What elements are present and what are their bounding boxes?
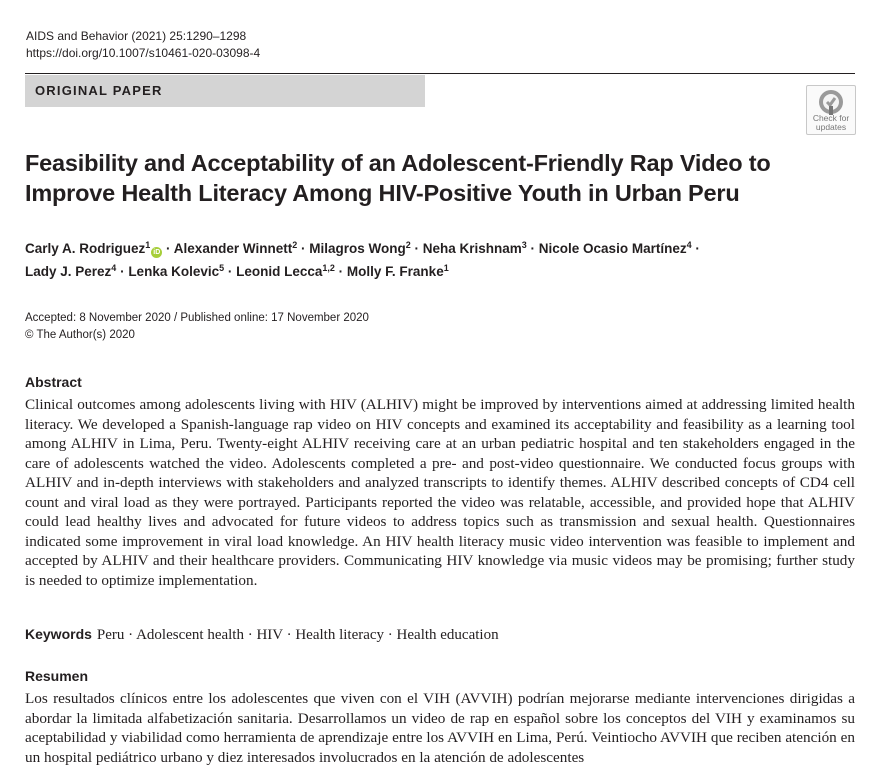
journal-citation: AIDS and Behavior (2021) 25:1290–1298 bbox=[26, 29, 247, 43]
author-name[interactable]: Alexander Winnett bbox=[173, 241, 293, 256]
author-line-2: Lady J. Perez$^4$ · Lenka Kolevic$^5$ · Leonid Lecca$^{1,2}$ · Molly F. Franke$^1$ bbox=[25, 263, 449, 279]
article-type-label: ORIGINAL PAPER bbox=[35, 83, 163, 98]
resumen-heading: Resumen bbox=[25, 668, 89, 684]
abstract-heading: Abstract bbox=[25, 374, 82, 390]
author-affiliation: 1,2 bbox=[322, 263, 335, 273]
keywords-label: Keywords bbox=[25, 626, 92, 642]
check-updates-label: Check for updates bbox=[812, 113, 850, 132]
author-line-1: Carly A. Rodriguez$^1$iD · Alexander Winnett$^2$ · Milagros Wong$^2$ · Neha Krishnam$^3$ · Nicole Ocasio Martínez$^4$ · bbox=[25, 240, 700, 256]
author-affiliation: 2 bbox=[292, 240, 298, 250]
author-name[interactable]: Leonid Lecca bbox=[236, 264, 323, 279]
author-list bbox=[25, 237, 855, 283]
check-for-updates-badge[interactable] bbox=[806, 85, 856, 135]
orcid-icon[interactable]: iD bbox=[153, 249, 161, 256]
doi-link[interactable]: https://doi.org/10.1007/s10461-020-03098-4 bbox=[26, 46, 261, 60]
author-name[interactable]: Milagros Wong bbox=[309, 241, 406, 256]
article-type-bar bbox=[25, 75, 425, 107]
author-name[interactable]: Lady J. Perez bbox=[25, 264, 112, 279]
author-affiliation: 5 bbox=[219, 263, 225, 273]
author-name[interactable]: Carly A. Rodriguez bbox=[25, 241, 146, 256]
copyright-notice: © The Author(s) 2020 bbox=[25, 329, 135, 341]
author-affiliation: 4 bbox=[111, 263, 117, 273]
keywords-list: Peru · Adolescent health · HIV · Health literacy · Health education bbox=[96, 627, 499, 643]
author-affiliation: 2 bbox=[405, 240, 411, 250]
author-name[interactable]: Nicole Ocasio Martínez bbox=[538, 241, 687, 256]
resumen-text: Los resultados clínicos entre los adolescentes que viven con el VIH (AVVIH) podrían mejorarse mediante intervenciones dirigidas a abordar la limitada alfabetización sanitaria. Desarrollamos un video de rap en español sobre los conceptos del VIH y examinamos su aceptabilidad y viabilidad como herramienta de aprendizaje entre los AVVIH en Lima, Perú. Veintiocho AVVIH que reciben atención en un hospital pediátrico urbano y diez interesados involucrados en la atención de adolescentes bbox=[25, 690, 855, 766]
header-rule bbox=[25, 73, 855, 74]
publication-dates bbox=[25, 310, 369, 344]
author-name[interactable]: Neha Krishnam bbox=[422, 241, 522, 256]
paper-title: Feasibility and Acceptability of an Adolescent-Friendly Rap Video to Improve Health Literacy Among HIV-Positive Youth in Urban Peru bbox=[25, 150, 771, 206]
accepted-published-dates: Accepted: 8 November 2020 / Published online: 17 November 2020 bbox=[25, 312, 369, 324]
author-name[interactable]: Molly F. Franke bbox=[346, 264, 444, 279]
author-affiliation: 4 bbox=[686, 240, 692, 250]
crossmark-icon bbox=[818, 89, 844, 115]
abstract-text: Clinical outcomes among adolescents living with HIV (ALHIV) might be improved by interventions aimed at addressing limited health literacy. We developed a Spanish-language rap video on HIV concepts and examined its acceptability and feasibility as a learning tool among ALHIV in Lima, Peru. Twenty-eight ALHIV receiving care at an urban pediatric hospital and ten stakeholders engaged in the care of adolescents watched the video. Adolescents completed a pre- and post-video questionnaire. We conducted focus groups with ALHIV and in-depth interviews with stakeholders and analyzed transcripts to identify themes. ALHIV described concepts of CD4 cell count and viral load as they were portrayed. Participants reported the video was relatable, accessible, and provided hope that ALHIV could lead healthy lives and advocated for future videos to address topics such as transmission and sexual health. Questionnaires indicated some improvement in viral load knowledge. An HIV health literacy music video intervention was feasible to implement and accepted by ALHIV and their healthcare providers. Communicating HIV knowledge via music videos may be promising; further study is needed to optimize implementation. bbox=[25, 396, 855, 589]
author-affiliation: 1 bbox=[443, 263, 449, 273]
journal-reference bbox=[26, 28, 260, 62]
author-name[interactable]: Lenka Kolevic bbox=[128, 264, 220, 279]
keywords bbox=[25, 626, 499, 644]
author-affiliation: 1 bbox=[145, 240, 151, 250]
author-affiliation: 3 bbox=[521, 240, 527, 250]
